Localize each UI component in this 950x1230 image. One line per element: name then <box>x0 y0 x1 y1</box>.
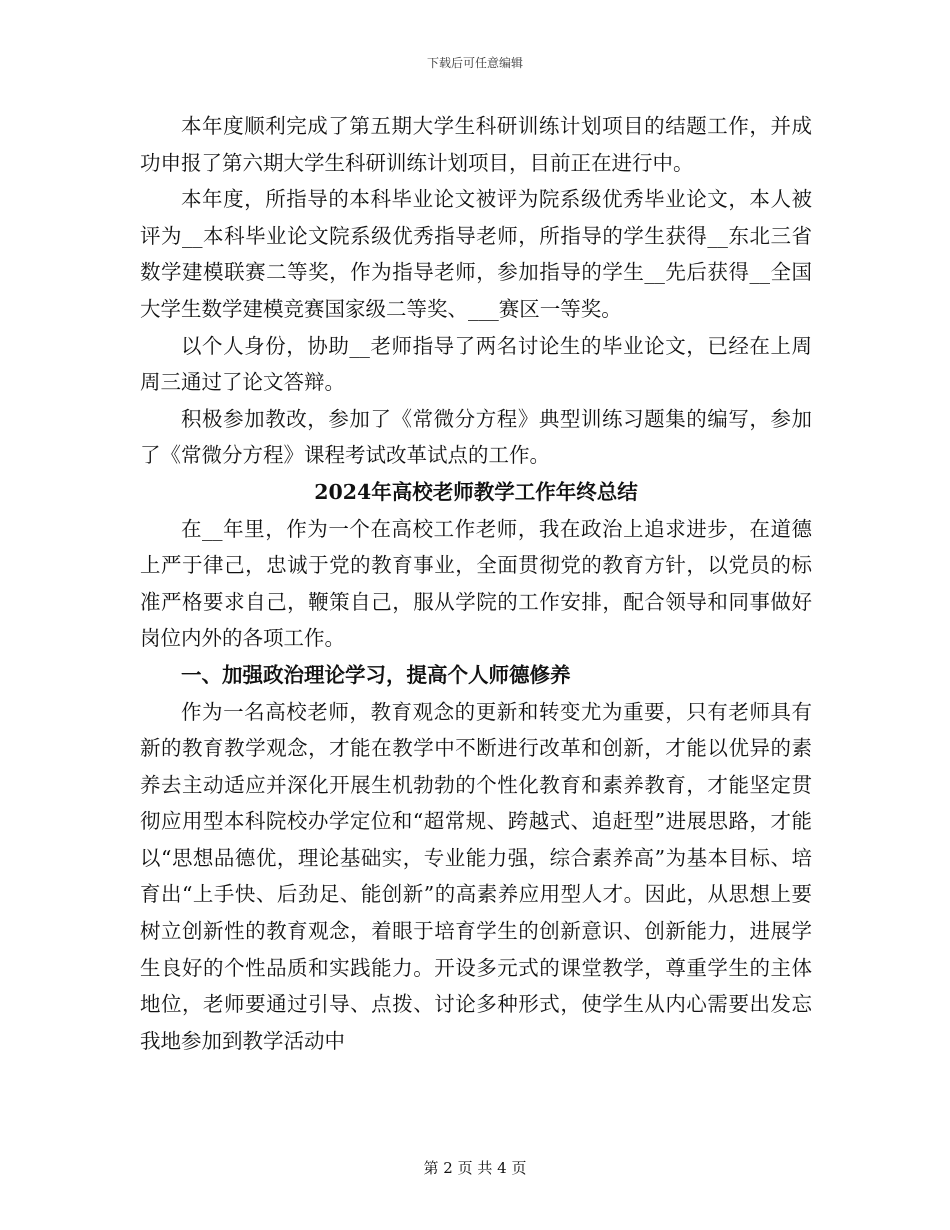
paragraph-intro: 在__年里，作为一个在高校工作老师，我在政治上追求进步，在道德上严于律己，忠诚于党的教育事业，全面贯彻党的教育方针，以党员的标准严格要求自己，鞭策自己，服从学院的工作安排，配合领导和同事做好岗位内外的各项工作。 <box>140 516 812 651</box>
page-number: 第 2 页 共 4 页 <box>423 1159 527 1177</box>
section-heading: 一、加强政治理论学习，提高个人师德修养 <box>181 662 571 687</box>
paragraph-section-body: 作为一名高校老师，教育观念的更新和转变尤为重要，只有老师具有新的教育教学观念，才能在教学中不断进行改革和创新，才能以优异的素养去主动适应并深化开展生机勃勃的个性化教育和素养教育，才能坚定贯彻应用型本科院校办学定位和“超常规、跨越式、追赶型”进展思路，才能以“思想品德优，理论基础实，专业能力强，综合素养高”为基本目标、培育出“上手快、后劲足、能创新”的高素养应用型人才。因此，从思想上要树立创新性的教育观念，着眼于培育学生的创新意识、创新能力，进展学生良好的个性品质和实践能力。开设多元式的课堂教学，尊重学生的主体地位，老师要通过引导、点拨、讨论多种形式，使学生从内心需要出发忘我地参加到教学活动中 <box>140 699 812 1053</box>
paragraph-teaching-reform: 积极参加教改，参加了《常微分方程》典型训练习题集的编写，参加了《常微分方程》课程考试改革试点的工作。 <box>140 406 812 468</box>
paragraph-research-project: 本年度顺利完成了第五期大学生科研训练计划项目的结题工作，并成功申报了第六期大学生科研训练计划项目，目前正在进行中。 <box>140 114 812 175</box>
paragraph-awards: 本年度，所指导的本科毕业论文被评为院系级优秀毕业论文，本人被评为__本科毕业论文院系级优秀指导老师，所指导的学生获得__东北三省数学建模联赛二等奖，作为指导老师，参加指导的学生__先后获得__全国大学生数学建模竞赛国家级二等奖、___赛区一等奖。 <box>140 187 812 321</box>
page-header: 下载后可任意编辑 <box>426 56 523 70</box>
document-title: 2024年高校老师教学工作年终总结 <box>314 479 638 504</box>
paragraph-thesis-assist: 以个人身份，协助__老师指导了两名讨论生的毕业论文，已经在上周周三通过了论文答辩。 <box>140 333 812 395</box>
document-body <box>140 108 812 1059</box>
